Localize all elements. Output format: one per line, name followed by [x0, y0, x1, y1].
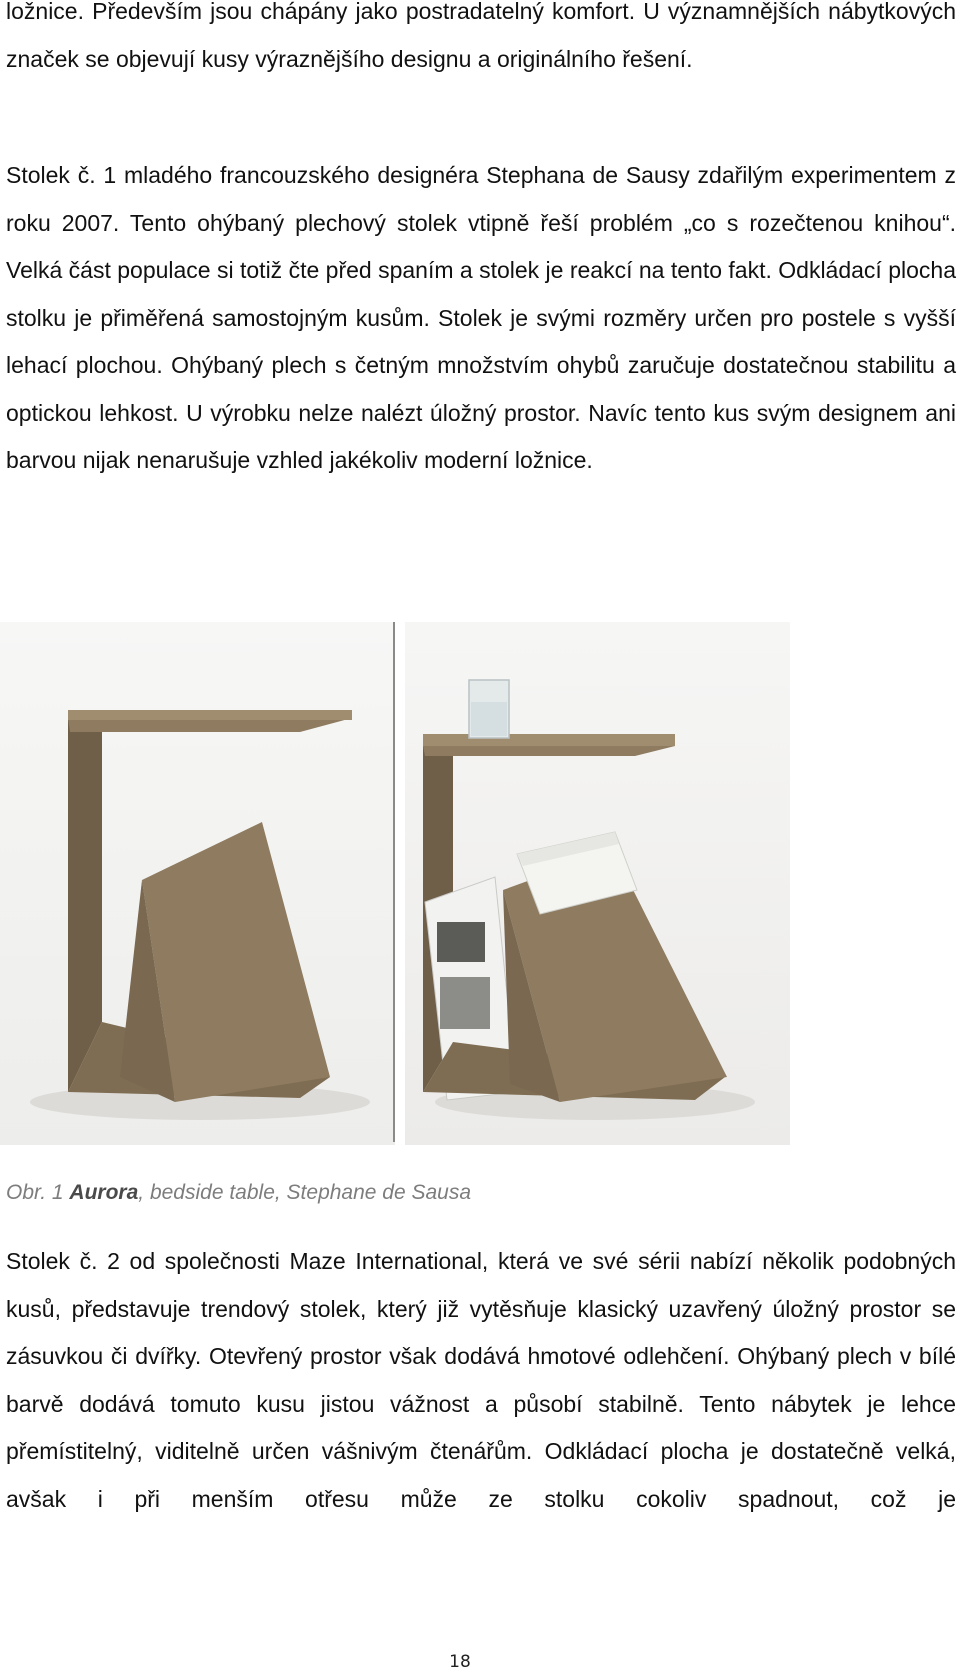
paragraph-table-1: Stolek č. 1 mladého francouzského designéra Stephana de Sausy zdařilým experimentem z roku 2007. Tento ohýbaný plechový stolek vtipně řeší problém „co s rozečtenou knihou“. Velká část populace si totiž čte před spaním a stolek je reakcí na tento fakt. Odkládací plocha stolku je přiměřená samostojným kusům. Stolek je svými rozměry určen pro postele s vyšší lehací plochou. Ohýbaný plech s četným množstvím ohybů zaručuje dostatečnou stabilitu a optickou lehkost. U výrobku nelze nalézt úložný prostor. Navíc tento kus svým designem ani barvou nijak nenarušuje vzhled jakékoliv moderní ložnice.	[6, 162, 956, 473]
figure-photo-table-with-book	[405, 622, 790, 1145]
paragraph-intro-continued: ložnice. Především jsou chápány jako postradatelný komfort. U významnějších nábytkových značek se objevují kusy výraznějšího designu a originálního řešení.	[6, 0, 956, 72]
magazine-photo	[437, 922, 485, 962]
table-top-surface	[423, 746, 675, 756]
magazine-photo-2	[440, 977, 490, 1029]
caption-rest: , bedside table, Stephane de Sausa	[138, 1181, 472, 1204]
bedside-table-illustration	[0, 622, 395, 1145]
caption-title: Aurora	[69, 1181, 139, 1204]
paragraph-table-2: Stolek č. 2 od společnosti Maze International, která ve své sérii nabízí několik podobných kusů, představuje trendový stolek, který již vytěsňuje klasický uzavřený úložný prostor se zásuvkou či dvířky. Otevřený prostor však dodává hmotové odlehčení. Ohýbaný plech v bílé barvě dodává tomuto kusu jistou vážnost a působí stabilně. Tento nábytek je lehce přemístitelný, viditelně určen vášnivým čtenářům. Odkládací plocha je dostatečně velká, avšak i při menším otřesu může ze stolku cokoliv spadnout, což je	[6, 1248, 956, 1512]
table-front-panel	[142, 822, 330, 1102]
figure-divider-line	[393, 622, 395, 1142]
table-top-surface	[68, 718, 352, 732]
figure-gap	[395, 622, 405, 1145]
table-top-edge	[68, 710, 352, 720]
caption-prefix: Obr. 1	[6, 1181, 70, 1204]
glass-water	[471, 702, 507, 736]
bedside-table-illustration-with-items	[405, 622, 790, 1145]
page-number: 18	[449, 1652, 471, 1672]
figure-caption	[6, 1181, 471, 1205]
figure-photo-empty-table	[0, 622, 395, 1145]
table-top-edge	[423, 734, 675, 746]
